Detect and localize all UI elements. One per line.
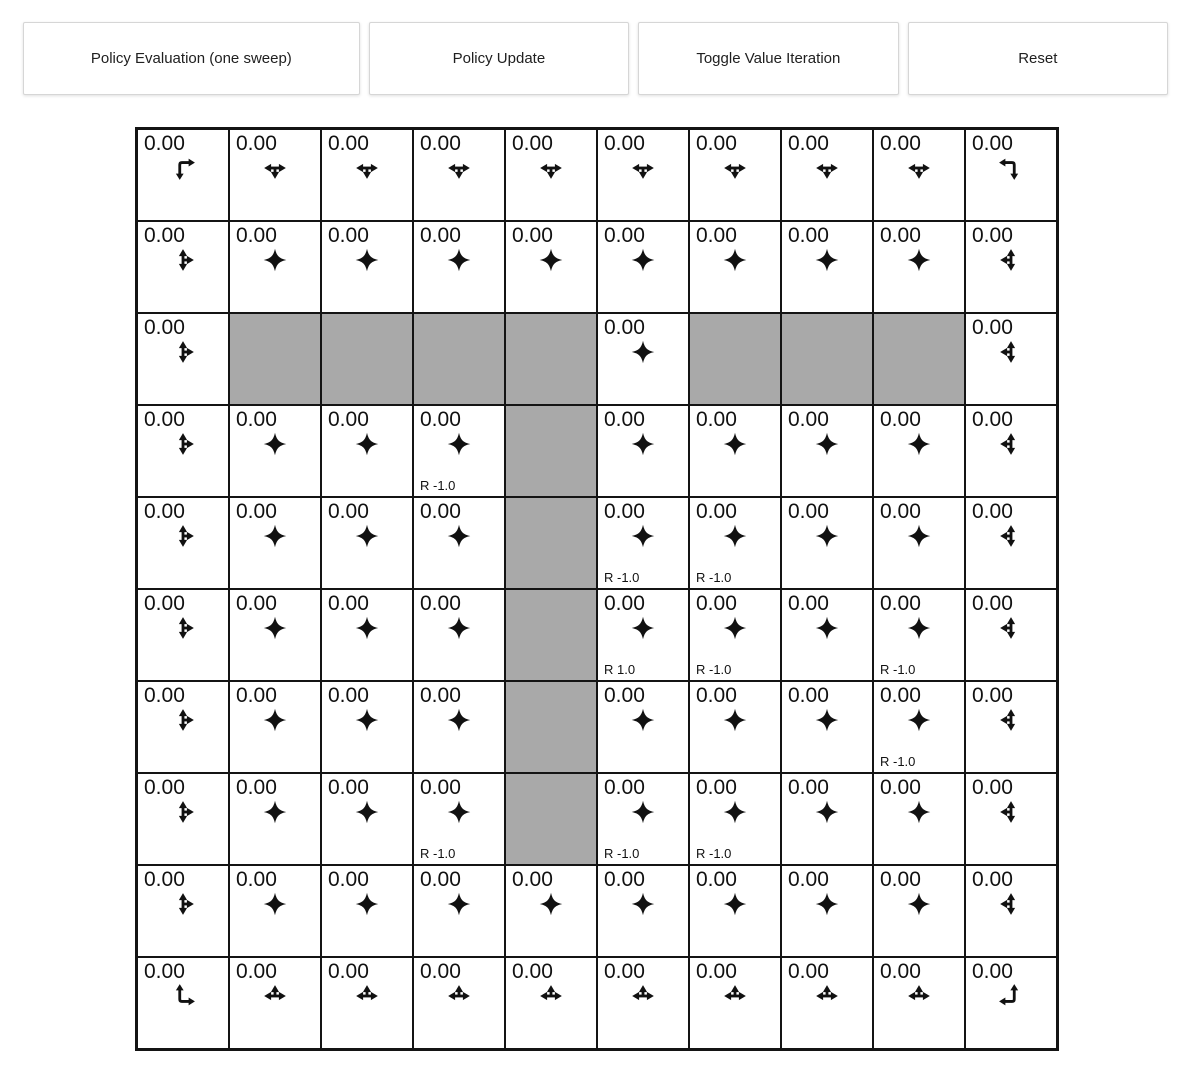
grid-cell [229, 681, 321, 773]
arrows-4way-icon [782, 615, 872, 641]
reset-button[interactable]: Reset [908, 22, 1168, 95]
toolbar [23, 22, 1168, 95]
grid-cell [229, 497, 321, 589]
arrows-4way-icon [690, 523, 780, 549]
grid-cell [873, 865, 965, 957]
arrow-up-left-icon [966, 983, 1056, 1009]
cell-value: 0.00 [328, 224, 369, 247]
cell-value: 0.00 [236, 684, 277, 707]
arrows-4way-icon [322, 431, 412, 457]
cell-value: 0.00 [788, 960, 829, 983]
cell-reward: R -1.0 [604, 846, 640, 861]
arrows-left-right-down-icon [690, 155, 780, 181]
wall-cell [505, 589, 597, 681]
cell-value: 0.00 [880, 684, 921, 707]
wall-cell [505, 681, 597, 773]
grid-cell [781, 773, 873, 865]
arrows-up-down-left-icon [966, 891, 1056, 917]
arrow-up-right-icon [138, 983, 228, 1009]
arrows-left-right-down-icon [506, 155, 596, 181]
cell-value: 0.00 [512, 132, 553, 155]
grid-cell [781, 589, 873, 681]
grid-cell [965, 773, 1057, 865]
arrows-4way-icon [874, 523, 964, 549]
cell-value: 0.00 [972, 224, 1013, 247]
grid-cell [597, 589, 689, 681]
grid-cell [781, 681, 873, 773]
grid-cell [321, 497, 413, 589]
grid-cell [873, 681, 965, 773]
arrows-left-right-down-icon [230, 155, 320, 181]
cell-value: 0.00 [328, 776, 369, 799]
arrows-up-down-left-icon [966, 799, 1056, 825]
arrows-4way-icon [690, 247, 780, 273]
grid-cell [965, 681, 1057, 773]
arrows-up-down-right-icon [138, 615, 228, 641]
cell-value: 0.00 [604, 500, 645, 523]
arrows-up-down-left-icon [966, 247, 1056, 273]
cell-value: 0.00 [328, 500, 369, 523]
grid-cell [689, 681, 781, 773]
cell-value: 0.00 [788, 684, 829, 707]
grid-cell [965, 221, 1057, 313]
arrows-up-down-right-icon [138, 431, 228, 457]
grid-cell [413, 773, 505, 865]
cell-value: 0.00 [512, 868, 553, 891]
arrows-4way-icon [598, 431, 688, 457]
cell-value: 0.00 [696, 960, 737, 983]
cell-value: 0.00 [236, 500, 277, 523]
cell-value: 0.00 [420, 500, 461, 523]
arrows-4way-icon [874, 799, 964, 825]
cell-value: 0.00 [972, 132, 1013, 155]
grid-cell [137, 313, 229, 405]
cell-value: 0.00 [512, 960, 553, 983]
cell-value: 0.00 [604, 684, 645, 707]
wall-cell [413, 313, 505, 405]
arrows-4way-icon [874, 247, 964, 273]
grid-cell [873, 497, 965, 589]
grid-cell [597, 957, 689, 1049]
cell-value: 0.00 [420, 776, 461, 799]
arrows-up-down-right-icon [138, 247, 228, 273]
cell-value: 0.00 [420, 224, 461, 247]
arrows-left-right-up-icon [322, 983, 412, 1009]
grid-cell [137, 221, 229, 313]
toggle-value-iteration-button[interactable]: Toggle Value Iteration [638, 22, 898, 95]
arrows-4way-icon [230, 891, 320, 917]
arrows-4way-icon [690, 891, 780, 917]
cell-reward: R -1.0 [696, 570, 732, 585]
grid-cell [229, 773, 321, 865]
arrows-4way-icon [690, 615, 780, 641]
arrows-left-right-down-icon [414, 155, 504, 181]
grid-cell [321, 589, 413, 681]
wall-cell [873, 313, 965, 405]
arrows-4way-icon [598, 891, 688, 917]
arrows-4way-icon [874, 891, 964, 917]
cell-value: 0.00 [144, 776, 185, 799]
arrows-4way-icon [782, 247, 872, 273]
cell-value: 0.00 [696, 592, 737, 615]
cell-value: 0.00 [604, 960, 645, 983]
cell-value: 0.00 [604, 316, 645, 339]
wall-cell [505, 773, 597, 865]
cell-value: 0.00 [604, 224, 645, 247]
grid-cell [137, 589, 229, 681]
grid-cell [229, 405, 321, 497]
cell-value: 0.00 [328, 684, 369, 707]
cell-value: 0.00 [144, 684, 185, 707]
grid-cell [597, 865, 689, 957]
grid-cell [597, 405, 689, 497]
arrows-4way-icon [690, 707, 780, 733]
arrows-left-right-up-icon [690, 983, 780, 1009]
grid-cell [689, 957, 781, 1049]
cell-value: 0.00 [788, 408, 829, 431]
gridworld [135, 127, 1059, 1051]
arrows-4way-icon [690, 431, 780, 457]
cell-value: 0.00 [144, 500, 185, 523]
grid-cell [229, 957, 321, 1049]
grid-cell [597, 497, 689, 589]
grid-cell [321, 129, 413, 221]
arrows-4way-icon [874, 431, 964, 457]
grid-cell [137, 129, 229, 221]
cell-value: 0.00 [144, 316, 185, 339]
cell-value: 0.00 [512, 224, 553, 247]
grid-cell [413, 957, 505, 1049]
grid-cell [781, 405, 873, 497]
grid-cell [413, 221, 505, 313]
arrows-left-right-up-icon [506, 983, 596, 1009]
cell-value: 0.00 [144, 960, 185, 983]
cell-reward: R -1.0 [420, 846, 456, 861]
arrows-up-down-left-icon [966, 431, 1056, 457]
cell-value: 0.00 [236, 592, 277, 615]
grid-cell [321, 405, 413, 497]
arrows-left-right-up-icon [598, 983, 688, 1009]
grid-cell [137, 957, 229, 1049]
grid-cell [137, 681, 229, 773]
arrows-4way-icon [782, 891, 872, 917]
arrows-up-down-left-icon [966, 615, 1056, 641]
cell-value: 0.00 [604, 868, 645, 891]
arrows-up-down-right-icon [138, 707, 228, 733]
arrows-4way-icon [230, 615, 320, 641]
grid-cell [505, 221, 597, 313]
grid-cell [321, 773, 413, 865]
cell-value: 0.00 [144, 224, 185, 247]
cell-value: 0.00 [328, 408, 369, 431]
wall-cell [505, 313, 597, 405]
grid-cell [781, 865, 873, 957]
arrows-4way-icon [874, 615, 964, 641]
cell-value: 0.00 [420, 132, 461, 155]
cell-value: 0.00 [788, 776, 829, 799]
cell-value: 0.00 [880, 960, 921, 983]
grid-cell [689, 221, 781, 313]
wall-cell [505, 497, 597, 589]
grid-cell [413, 865, 505, 957]
arrows-4way-icon [782, 799, 872, 825]
grid-cell [413, 497, 505, 589]
grid-cell [873, 129, 965, 221]
cell-value: 0.00 [972, 592, 1013, 615]
grid-cell [965, 129, 1057, 221]
grid-cell [505, 129, 597, 221]
grid-cell [137, 773, 229, 865]
cell-value: 0.00 [880, 500, 921, 523]
grid-cell [597, 129, 689, 221]
arrows-4way-icon [782, 707, 872, 733]
cell-value: 0.00 [788, 132, 829, 155]
cell-value: 0.00 [696, 132, 737, 155]
grid-cell [689, 497, 781, 589]
cell-value: 0.00 [236, 224, 277, 247]
grid-cell [137, 865, 229, 957]
grid-cell [597, 221, 689, 313]
grid-cell [689, 589, 781, 681]
grid-cell [505, 957, 597, 1049]
grid-cell [873, 957, 965, 1049]
grid-cell [597, 681, 689, 773]
grid-cell [781, 497, 873, 589]
arrows-4way-icon [322, 247, 412, 273]
grid-cell [781, 221, 873, 313]
arrows-4way-icon [598, 339, 688, 365]
arrows-4way-icon [414, 523, 504, 549]
arrows-up-down-left-icon [966, 339, 1056, 365]
cell-value: 0.00 [328, 592, 369, 615]
grid-cell [321, 221, 413, 313]
arrow-left-down-icon [966, 155, 1056, 181]
grid-cell [965, 497, 1057, 589]
cell-value: 0.00 [788, 868, 829, 891]
grid-cell [321, 865, 413, 957]
arrows-4way-icon [598, 615, 688, 641]
cell-value: 0.00 [972, 500, 1013, 523]
grid-cell [965, 405, 1057, 497]
cell-value: 0.00 [696, 684, 737, 707]
cell-value: 0.00 [972, 684, 1013, 707]
cell-reward: R -1.0 [880, 754, 916, 769]
cell-reward: R -1.0 [420, 478, 456, 493]
grid-cell [229, 865, 321, 957]
cell-reward: R -1.0 [880, 662, 916, 677]
cell-value: 0.00 [236, 960, 277, 983]
cell-reward: R -1.0 [604, 570, 640, 585]
cell-value: 0.00 [328, 868, 369, 891]
cell-value: 0.00 [420, 408, 461, 431]
arrows-4way-icon [322, 523, 412, 549]
arrows-4way-icon [230, 799, 320, 825]
arrows-up-down-right-icon [138, 523, 228, 549]
grid-cell [321, 681, 413, 773]
arrows-4way-icon [230, 247, 320, 273]
arrows-4way-icon [414, 799, 504, 825]
cell-value: 0.00 [144, 592, 185, 615]
cell-value: 0.00 [880, 776, 921, 799]
arrows-4way-icon [598, 799, 688, 825]
grid-cell [137, 405, 229, 497]
cell-value: 0.00 [420, 592, 461, 615]
grid-cell [413, 129, 505, 221]
cell-value: 0.00 [880, 592, 921, 615]
cell-reward: R -1.0 [696, 846, 732, 861]
arrows-4way-icon [414, 615, 504, 641]
cell-value: 0.00 [696, 776, 737, 799]
cell-value: 0.00 [236, 868, 277, 891]
grid-cell [413, 405, 505, 497]
cell-value: 0.00 [972, 408, 1013, 431]
grid-cell [689, 129, 781, 221]
cell-value: 0.00 [788, 500, 829, 523]
arrows-up-down-right-icon [138, 891, 228, 917]
arrows-4way-icon [322, 707, 412, 733]
cell-value: 0.00 [604, 132, 645, 155]
cell-value: 0.00 [236, 132, 277, 155]
grid-cell [229, 221, 321, 313]
grid-cell [965, 865, 1057, 957]
arrows-up-down-right-icon [138, 799, 228, 825]
cell-value: 0.00 [144, 408, 185, 431]
grid-cell [597, 773, 689, 865]
arrow-right-down-icon [138, 155, 228, 181]
cell-reward: R 1.0 [604, 662, 636, 677]
arrows-4way-icon [230, 707, 320, 733]
grid-cell [781, 957, 873, 1049]
cell-value: 0.00 [696, 868, 737, 891]
cell-value: 0.00 [972, 960, 1013, 983]
wall-cell [781, 313, 873, 405]
arrows-left-right-down-icon [598, 155, 688, 181]
cell-value: 0.00 [972, 868, 1013, 891]
arrows-4way-icon [506, 891, 596, 917]
policy-update-button[interactable]: Policy Update [369, 22, 629, 95]
grid-cell [965, 589, 1057, 681]
cell-value: 0.00 [236, 408, 277, 431]
cell-value: 0.00 [144, 868, 185, 891]
arrows-4way-icon [322, 799, 412, 825]
arrows-4way-icon [414, 707, 504, 733]
arrows-4way-icon [690, 799, 780, 825]
cell-value: 0.00 [236, 776, 277, 799]
cell-value: 0.00 [696, 408, 737, 431]
wall-cell [321, 313, 413, 405]
cell-value: 0.00 [604, 592, 645, 615]
grid-cell [413, 589, 505, 681]
arrows-4way-icon [874, 707, 964, 733]
arrows-4way-icon [782, 523, 872, 549]
cell-value: 0.00 [972, 776, 1013, 799]
arrows-4way-icon [598, 247, 688, 273]
arrows-4way-icon [322, 615, 412, 641]
grid-cell [781, 129, 873, 221]
cell-value: 0.00 [328, 960, 369, 983]
cell-value: 0.00 [420, 684, 461, 707]
arrows-left-right-down-icon [874, 155, 964, 181]
grid-cell [689, 773, 781, 865]
arrows-4way-icon [322, 891, 412, 917]
grid-cell [873, 773, 965, 865]
cell-value: 0.00 [788, 592, 829, 615]
arrows-4way-icon [414, 247, 504, 273]
cell-value: 0.00 [420, 868, 461, 891]
wall-cell [505, 405, 597, 497]
grid-cell [873, 405, 965, 497]
cell-value: 0.00 [972, 316, 1013, 339]
arrows-4way-icon [230, 431, 320, 457]
arrows-up-down-left-icon [966, 707, 1056, 733]
cell-value: 0.00 [696, 224, 737, 247]
grid-cell [873, 589, 965, 681]
cell-value: 0.00 [328, 132, 369, 155]
arrows-left-right-up-icon [782, 983, 872, 1009]
arrows-left-right-up-icon [230, 983, 320, 1009]
wall-cell [689, 313, 781, 405]
arrows-left-right-down-icon [322, 155, 412, 181]
grid-cell [689, 865, 781, 957]
cell-value: 0.00 [788, 224, 829, 247]
cell-value: 0.00 [880, 224, 921, 247]
arrows-up-down-right-icon [138, 339, 228, 365]
arrows-4way-icon [598, 523, 688, 549]
wall-cell [229, 313, 321, 405]
arrows-left-right-up-icon [414, 983, 504, 1009]
arrows-4way-icon [506, 247, 596, 273]
arrows-left-right-up-icon [874, 983, 964, 1009]
grid-cell [965, 313, 1057, 405]
grid-cell [321, 957, 413, 1049]
grid-cell [229, 589, 321, 681]
grid-cell [505, 865, 597, 957]
arrows-4way-icon [598, 707, 688, 733]
cell-value: 0.00 [880, 132, 921, 155]
grid-cell [597, 313, 689, 405]
cell-reward: R -1.0 [696, 662, 732, 677]
arrows-left-right-down-icon [782, 155, 872, 181]
grid-cell [965, 957, 1057, 1049]
arrows-4way-icon [414, 891, 504, 917]
cell-value: 0.00 [420, 960, 461, 983]
arrows-4way-icon [414, 431, 504, 457]
cell-value: 0.00 [604, 408, 645, 431]
arrows-up-down-left-icon [966, 523, 1056, 549]
grid-cell [413, 681, 505, 773]
grid-cell [229, 129, 321, 221]
cell-value: 0.00 [880, 868, 921, 891]
cell-value: 0.00 [696, 500, 737, 523]
arrows-4way-icon [230, 523, 320, 549]
grid-cell [137, 497, 229, 589]
arrows-4way-icon [782, 431, 872, 457]
cell-value: 0.00 [604, 776, 645, 799]
policy-evaluation-button[interactable]: Policy Evaluation (one sweep) [23, 22, 360, 95]
cell-value: 0.00 [144, 132, 185, 155]
cell-value: 0.00 [880, 408, 921, 431]
grid-cell [689, 405, 781, 497]
grid-cell [873, 221, 965, 313]
